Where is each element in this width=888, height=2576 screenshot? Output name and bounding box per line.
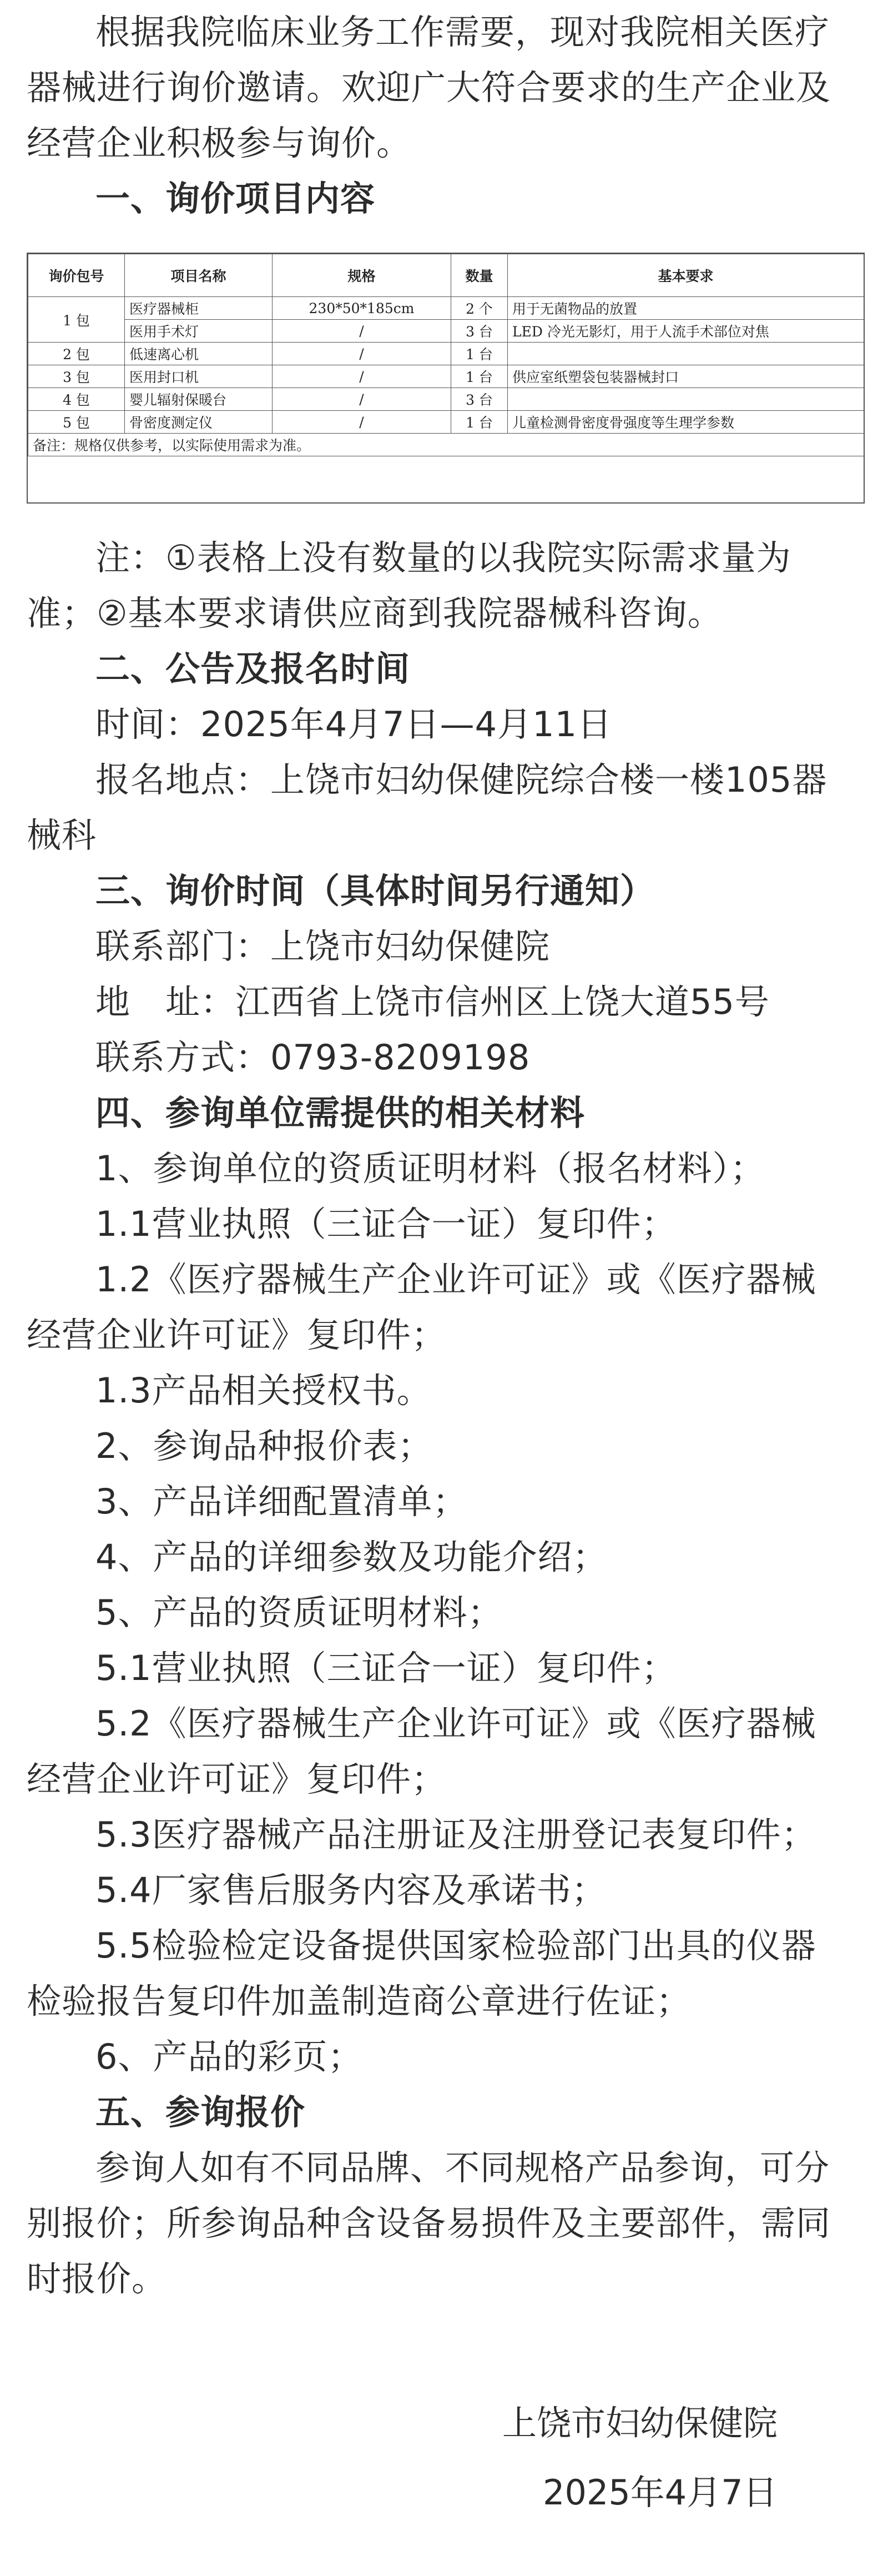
- contact-department: 联系部门：上饶市妇幼保健院: [95, 926, 551, 967]
- material-item: 经营企业许可证》复印件；: [27, 1315, 447, 1355]
- section-heading-5: 五、参询报价: [95, 2092, 306, 2132]
- header-spec: 规格: [273, 254, 451, 297]
- table-row: [28, 297, 864, 320]
- cell-package: 3 包: [28, 365, 125, 388]
- contact-phone: 联系方式：0793-8209198: [95, 1037, 531, 1078]
- material-item: 6、产品的彩页；: [95, 2036, 363, 2077]
- table-header-row: [28, 254, 864, 297]
- contact-address: 地 址：江西省上饶市信州区上饶大道55号: [95, 982, 770, 1022]
- note-line-2: 准；②基本要求请供应商到我院器械科咨询。: [27, 593, 723, 633]
- signature-organization: 上饶市妇幼保健院: [502, 2403, 778, 2443]
- intro-line-1: 根据我院临床业务工作需要，现对我院相关医疗: [95, 12, 830, 52]
- header-quantity: 数量: [451, 254, 508, 297]
- cell-requirement: 用于无菌物品的放置: [508, 297, 864, 320]
- table-row: [28, 388, 864, 411]
- cell-quantity: 3 台: [451, 388, 508, 411]
- intro-line-3: 经营企业积极参与询价。: [27, 123, 412, 163]
- quote-line-2: 别报价；所参询品种含设备易损件及主要部件，需同: [27, 2203, 831, 2243]
- cell-item-name: 医用手术灯: [125, 320, 273, 343]
- cell-requirement: 儿童检测骨密度骨强度等生理学参数: [508, 411, 864, 434]
- cell-requirement: LED 冷光无影灯，用于人流手术部位对焦: [508, 320, 864, 343]
- material-item: 5.5检验检定设备提供国家检验部门出具的仪器: [95, 1925, 816, 1966]
- quote-line-3: 时报价。: [27, 2258, 167, 2299]
- cell-item-name: 医疗器械柜: [125, 297, 273, 320]
- cell-item-name: 医用封口机: [125, 365, 273, 388]
- cell-package: 1 包: [28, 297, 125, 343]
- cell-quantity: 1 台: [451, 343, 508, 365]
- section-heading-1: 一、询价项目内容: [95, 178, 376, 219]
- material-item: 4、产品的详细参数及功能介绍；: [95, 1537, 608, 1577]
- table-note: 备注：规格仅供参考，以实际使用需求为准。: [28, 434, 864, 456]
- section-heading-2: 二、公告及报名时间: [95, 648, 411, 689]
- table-row: [28, 343, 864, 365]
- material-item: 3、产品详细配置清单；: [95, 1481, 468, 1522]
- material-item: 1、参询单位的资质证明材料（报名材料）；: [95, 1148, 765, 1189]
- cell-spec: /: [273, 365, 451, 388]
- cell-spec: /: [273, 343, 451, 365]
- section-heading-4: 四、参询单位需提供的相关材料: [95, 1093, 586, 1133]
- material-item: 5.3医疗器械产品注册证及注册登记表复印件；: [95, 1814, 816, 1855]
- material-item: 1.2《医疗器械生产企业许可证》或《医疗器械: [95, 1259, 816, 1300]
- material-item: 经营企业许可证》复印件；: [27, 1759, 447, 1799]
- cell-requirement: [508, 343, 864, 365]
- cell-requirement: [508, 388, 864, 411]
- intro-line-2: 器械进行询价邀请。欢迎广大符合要求的生产企业及: [27, 67, 831, 108]
- material-item: 2、参询品种报价表；: [95, 1426, 433, 1466]
- material-item: 5.2《医疗器械生产企业许可证》或《医疗器械: [95, 1703, 816, 1744]
- cell-spec: /: [273, 411, 451, 434]
- material-item: 1.3产品相关授权书。: [95, 1370, 432, 1411]
- material-item: 检验报告复印件加盖制造商公章进行佐证；: [27, 1981, 692, 2021]
- cell-package: 4 包: [28, 388, 125, 411]
- cell-spec: 230*50*185cm: [273, 297, 451, 320]
- material-item: 5.4厂家售后服务内容及承诺书；: [95, 1870, 607, 1910]
- table-note-row: [28, 434, 864, 456]
- cell-quantity: 3 台: [451, 320, 508, 343]
- cell-package: 2 包: [28, 343, 125, 365]
- cell-quantity: 1 台: [451, 365, 508, 388]
- table-row: [28, 365, 864, 388]
- cell-requirement: 供应室纸塑袋包装器械封口: [508, 365, 864, 388]
- cell-quantity: 1 台: [451, 411, 508, 434]
- signup-time: 时间：2025年4月7日—4月11日: [95, 704, 613, 744]
- material-item: 5.1营业执照（三证合一证）复印件；: [95, 1648, 677, 1688]
- header-item-name: 项目名称: [125, 254, 273, 297]
- cell-item-name: 骨密度测定仪: [125, 411, 273, 434]
- signup-location-line-1: 报名地点：上饶市妇幼保健院综合楼一楼105器: [95, 759, 828, 800]
- cell-quantity: 2 个: [451, 297, 508, 320]
- quote-line-1: 参询人如有不同品牌、不同规格产品参询，可分: [95, 2147, 830, 2188]
- cell-item-name: 低速离心机: [125, 343, 273, 365]
- cell-spec: /: [273, 320, 451, 343]
- cell-package: 5 包: [28, 411, 125, 434]
- material-item: 5、产品的资质证明材料；: [95, 1592, 503, 1633]
- cell-item-name: 婴儿辐射保暖台: [125, 388, 273, 411]
- section-heading-3: 三、询价时间（具体时间另行通知）: [95, 871, 655, 911]
- material-item: 1.1营业执照（三证合一证）复印件；: [95, 1204, 677, 1244]
- signature-date: 2025年4月7日: [543, 2472, 778, 2513]
- table-row: [28, 411, 864, 434]
- inquiry-table: [27, 253, 865, 504]
- table-row: [28, 320, 864, 343]
- note-line-1: 注：①表格上没有数量的以我院实际需求量为: [95, 537, 791, 578]
- header-package: 询价包号: [28, 254, 125, 297]
- header-requirement: 基本要求: [508, 254, 864, 297]
- signup-location-line-2: 械科: [27, 815, 97, 856]
- cell-spec: /: [273, 388, 451, 411]
